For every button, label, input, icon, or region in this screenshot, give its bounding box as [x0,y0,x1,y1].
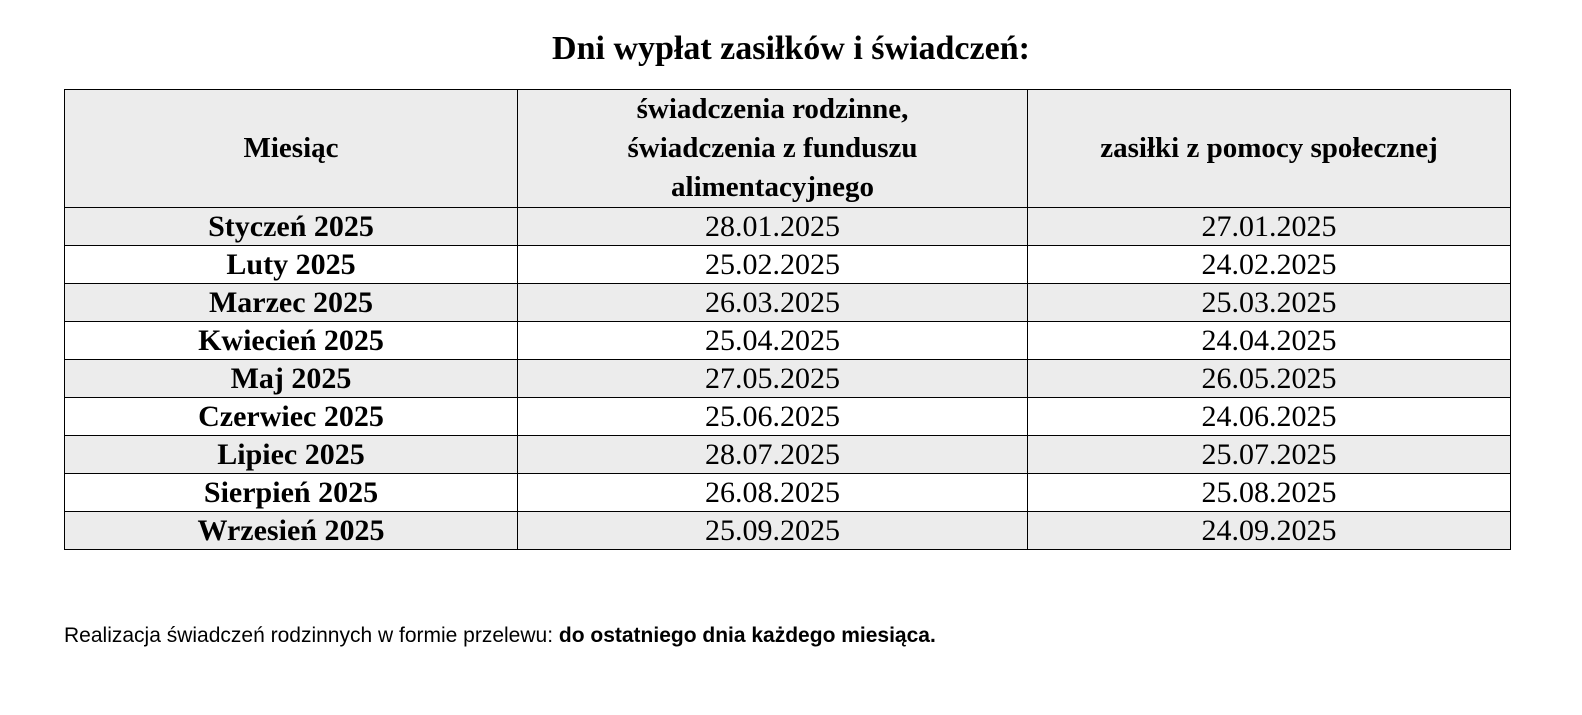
row-family-date: 26.03.2025 [518,284,1028,322]
row-month: Sierpień 2025 [65,474,518,512]
row-social-date: 24.04.2025 [1028,322,1511,360]
row-month: Marzec 2025 [65,284,518,322]
row-social-date: 25.07.2025 [1028,436,1511,474]
table-row [65,284,1511,322]
row-social-date: 25.03.2025 [1028,284,1511,322]
table-row [65,474,1511,512]
row-family-date: 25.02.2025 [518,246,1028,284]
table-row [65,246,1511,284]
row-month: Styczeń 2025 [65,208,518,246]
row-family-date: 27.05.2025 [518,360,1028,398]
row-family-date: 28.07.2025 [518,436,1028,474]
table-row [65,208,1511,246]
header-family-line-2: świadczenia z funduszu [627,132,918,164]
row-family-date: 28.01.2025 [518,208,1028,246]
footer-note-emphasis: do ostatniego dnia każdego miesiąca. [558,624,936,647]
row-social-date: 27.01.2025 [1028,208,1511,246]
page-title: Dni wypłat zasiłków i świadczeń: [552,30,1030,67]
row-social-date: 24.06.2025 [1028,398,1511,436]
table-row [65,322,1511,360]
row-family-date: 25.04.2025 [518,322,1028,360]
table-header-row [65,90,1511,208]
header-family-line-3: alimentacyjnego [671,171,874,203]
table-row [65,360,1511,398]
table-row [65,436,1511,474]
row-month: Luty 2025 [65,246,518,284]
footer-note-text: Realizacja świadczeń rodzinnych w formie przelewu: [64,624,559,647]
header-month: Miesiąc [65,90,518,208]
row-month: Wrzesień 2025 [65,512,518,550]
row-social-date: 24.02.2025 [1028,246,1511,284]
header-family-line-1: świadczenia rodzinne, [636,93,909,125]
row-social-date: 25.08.2025 [1028,474,1511,512]
payment-schedule-table [64,89,1511,550]
table-row [65,398,1511,436]
header-family-benefits [518,90,1028,208]
header-social-assistance: zasiłki z pomocy społecznej [1028,90,1511,208]
row-family-date: 25.09.2025 [518,512,1028,550]
row-month: Kwiecień 2025 [65,322,518,360]
row-family-date: 26.08.2025 [518,474,1028,512]
row-social-date: 26.05.2025 [1028,360,1511,398]
row-social-date: 24.09.2025 [1028,512,1511,550]
row-month: Maj 2025 [65,360,518,398]
row-month: Lipiec 2025 [65,436,518,474]
table-row [65,512,1511,550]
row-family-date: 25.06.2025 [518,398,1028,436]
row-month: Czerwiec 2025 [65,398,518,436]
footer-note [64,620,936,652]
